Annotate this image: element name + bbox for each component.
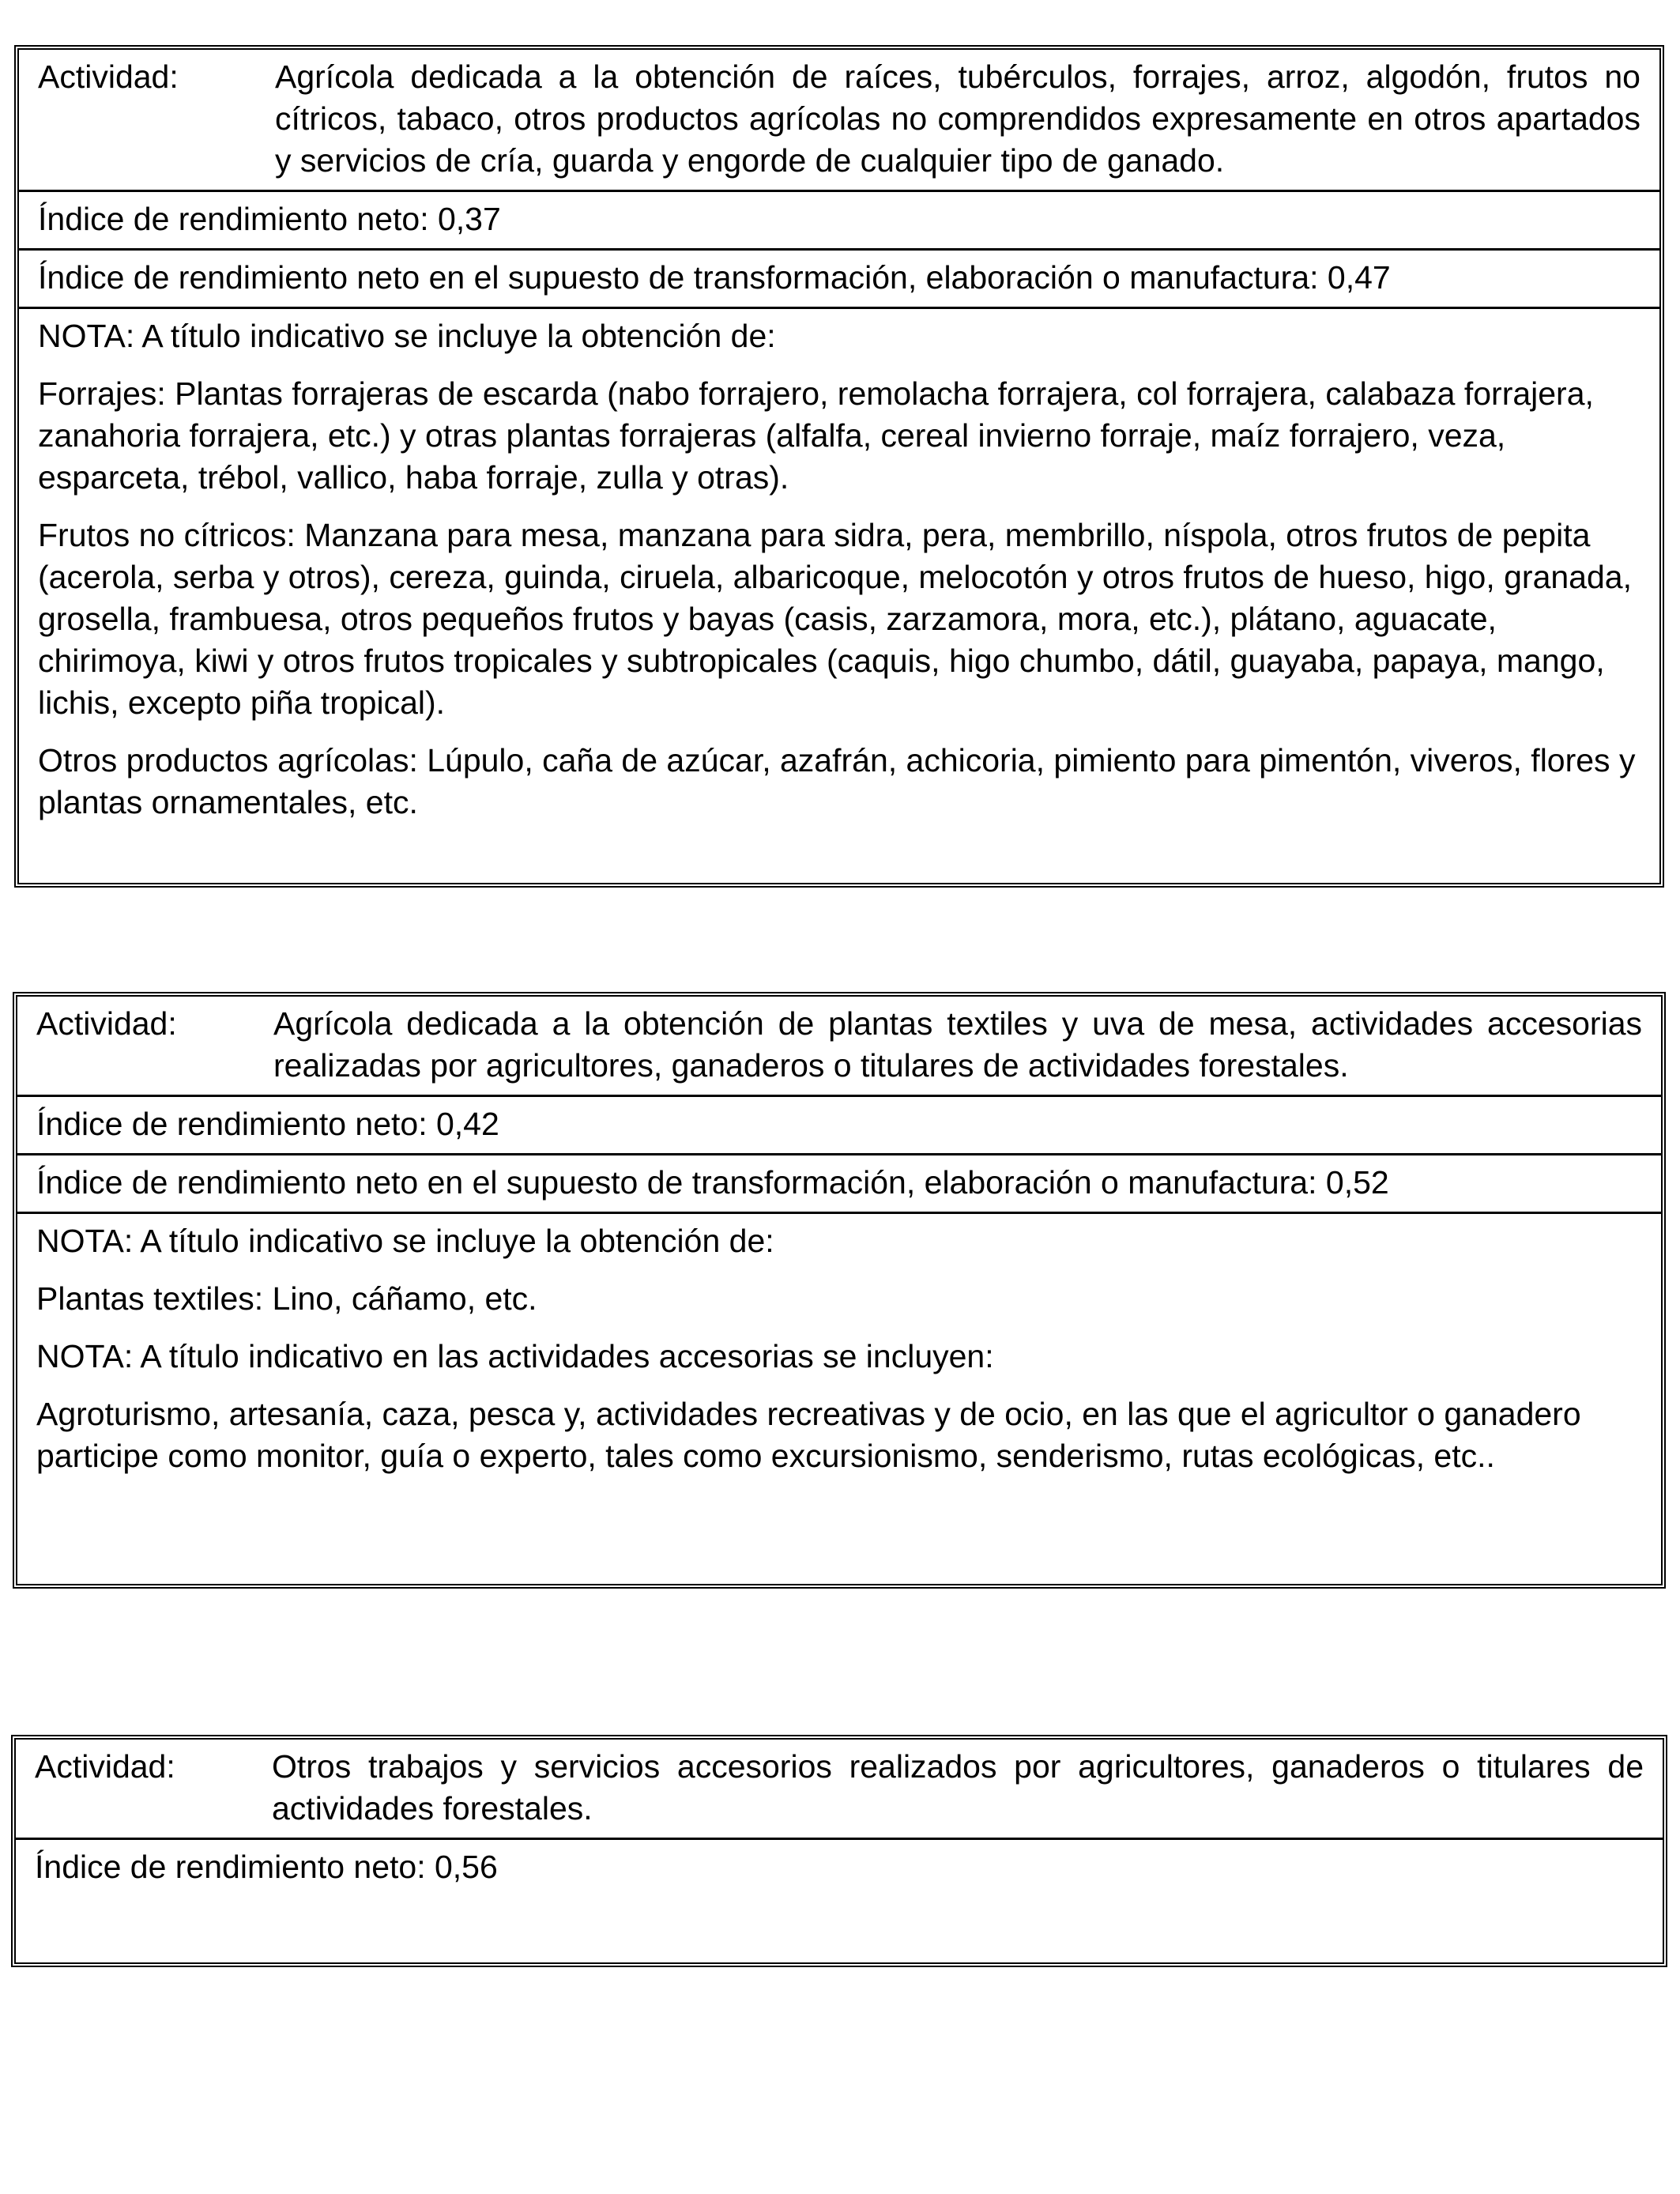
activity-table-2 [13, 992, 1666, 1589]
activity-table-3 [11, 1735, 1667, 1967]
notes-section [17, 1214, 1661, 1485]
net-yield-index: Índice de rendimiento neto: 0,56 [35, 1849, 498, 1885]
activity-row [16, 1740, 1663, 1840]
transformation-yield-index: Índice de rendimiento neto en el supuesto de transformación, elaboración o manufactura: 0,52 [17, 1155, 1661, 1214]
note-forrajes: Forrajes: Plantas forrajeras de escarda (nabo forrajero, remolacha forrajera, col forrajera, calabaza forrajera, zanahoria forrajera, etc.) y otras plantas forrajeras (alfalfa, cereal invierno forraje, maíz forrajero, veza, esparceta, trébol, vallico, haba forraje, zulla y otras). [38, 375, 1594, 496]
activity-label: Actividad: [38, 58, 179, 95]
activity-description: Agrícola dedicada a la obtención de raíces, tubérculos, forrajes, arroz, algodón, frutos no cítricos, tabaco, otros productos agrícolas no comprendidos expresamente en otros apartados y servicios de cría, guarda y engorde de cualquier tipo de ganado. [275, 58, 1640, 179]
activity-description: Agrícola dedicada a la obtención de plantas textiles y uva de mesa, actividades accesorias realizadas por agricultores, ganaderos o titulares de actividades forestales. [273, 1005, 1642, 1084]
notes-section [19, 309, 1659, 831]
note-heading: NOTA: A título indicativo se incluye la obtención de: [36, 1223, 774, 1259]
note-frutos: Frutos no cítricos: Manzana para mesa, manzana para sidra, pera, membrillo, níspola, otros frutos de pepita (acerola, serba y otros), cereza, guinda, ciruela, albaricoque, melocotón y otros frutos de hueso, higo, granada, grosella, frambuesa, otros pequeños frutos y bayas (casis, zarzamora, mora, etc.), plátano, aguacate, chirimoya, kiwi y otros frutos tropicales y subtropicales (caquis, higo chumbo, dátil, guayaba, papaya, mango, lichis, excepto piña tropical). [38, 517, 1632, 721]
activity-label: Actividad: [36, 1005, 177, 1042]
activity-label: Actividad: [35, 1748, 175, 1785]
activity-description: Otros trabajos y servicios accesorios realizados por agricultores, ganaderos o titulares de actividades forestales. [272, 1748, 1644, 1826]
note-accesorias-heading: NOTA: A título indicativo en las actividades accesorias se incluyen: [36, 1338, 994, 1374]
activity-row [17, 997, 1661, 1097]
transformation-yield-index: Índice de rendimiento neto en el supuesto de transformación, elaboración o manufactura: 0,47 [19, 251, 1659, 309]
activity-table-1 [14, 45, 1664, 888]
empty-space [35, 1888, 1644, 1951]
note-plantas-textiles: Plantas textiles: Lino, cáñamo, etc. [36, 1280, 537, 1317]
net-yield-index-row [16, 1840, 1663, 1959]
note-otros-productos: Otros productos agrícolas: Lúpulo, caña de azúcar, azafrán, achicoria, pimiento para pimentón, viveros, flores y plantas ornamentales, etc. [38, 742, 1636, 820]
note-heading: NOTA: A título indicativo se incluye la obtención de: [38, 318, 776, 354]
activity-row [19, 50, 1659, 192]
note-agroturismo: Agroturismo, artesanía, caza, pesca y, actividades recreativas y de ocio, en las que el agricultor o ganadero participe como monitor, guía o experto, tales como excursionismo, senderismo, rutas ecológicas, etc.. [36, 1396, 1581, 1474]
net-yield-index: Índice de rendimiento neto: 0,42 [17, 1097, 1661, 1155]
net-yield-index: Índice de rendimiento neto: 0,37 [19, 192, 1659, 251]
